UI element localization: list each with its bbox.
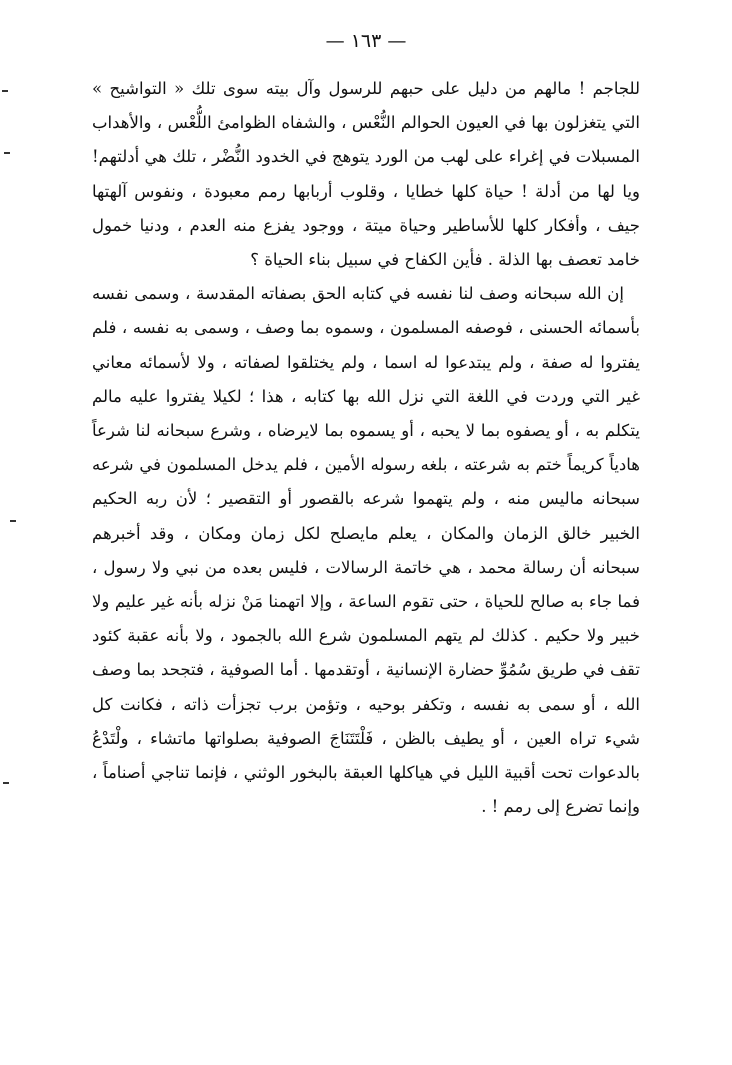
body-text <box>92 72 640 824</box>
scan-edge-mark <box>3 782 9 784</box>
paragraph-1: للجاجم ! مالهم من دليل على حبهم للرسول وآل بيته سوى تلك « التواشيح » التي يتغزلون بها في العيون الحوالم النُّعْس ، والشفاه الظوامئ اللُّعْس ، والأهداب المسبلات في إغراء على لهب من الورد يتوهج في الخدود النُّضْر ، تلك هي أدلتهم! ويا لها من أدلة ! حياة كلها خطايا ، وقلوب أربابها رمم معبودة ، ونفوس آلهتها جيف ، وأفكار كلها للأساطير وحياة ميتة ، ووجود يفزع منه العدم ، ودنيا خمول خامد تعصف بها الذلة . فأين الكفاح في سبيل بناء الحياة ؟ <box>92 79 640 270</box>
paragraph-2: إن الله سبحانه وصف لنا نفسه في كتابه الحق بصفاته المقدسة ، وسمى نفسه بأسمائه الحسنى ، فوصفه المسلمون ، وسموه بما وصف ، وسمى به نفسه ، فلم يفتروا له صفة ، ولم يبتدعوا له اسما ، ولم يختلقوا لصفاته ، ولا لأسمائه معاني غير التي وردت في اللغة التي نزل الله بها كتابه ، هذا ؛ لكيلا يفتروا عليه مالم يتكلم به ، أو يصفوه بما لا يحبه ، أو يسموه بما لايرضاه ، وشرع سبحانه لنا شرعاً هادياً كريماً ختم به شرعته ، بلغه رسوله الأمين ، فلم يدخل المسلمون في شرعه سبحانه ماليس منه ، ولم يتهموا شرعه بالقصور أو التقصير ؛ لأن ربه الحكيم الخبير خالق الزمان والمكان ، يعلم مايصلح لكل زمان ومكان ، وقد أخبرهم سبحانه أن رسالة محمد ، هي خاتمة الرسالات ، فليس بعده من نبي ولا رسول ، فما جاء به صالح للحياة ، حتى تقوم الساعة ، وإلا اتهمنا مَنْ نزله بأنه غير عليم ولا خبير ولا حكيم . كذلك لم يتهم المسلمون شرع الله بالجمود ، ولا بأنه عقبة كئود تقف في طريق سُمُوِّ حضارة الإنسانية ، أوتقدمها . أما الصوفية ، فتجحد بما وصف الله ، أو سمى به نفسه ، وتكفر بوحيه ، وتؤمن برب تجزأت ذاته ، فكانت كل شيء تراه العين ، أو يطيف بالظن ، فَلْتَتَنَاجَ الصوفية بصلواتها ماتشاء ، ولْتَدْعُ بالدعوات تحت أقبية الليل في هياكلها العبقة بالبخور الوثني ، فإنما تناجي أصناماً ، وإنما تضرع إلى رمم ! . <box>92 284 640 817</box>
scan-edge-mark <box>10 520 16 522</box>
scan-edge-mark <box>2 90 8 92</box>
scan-edge-mark <box>4 152 10 154</box>
page-number: — ١٦٣ — <box>325 30 407 52</box>
